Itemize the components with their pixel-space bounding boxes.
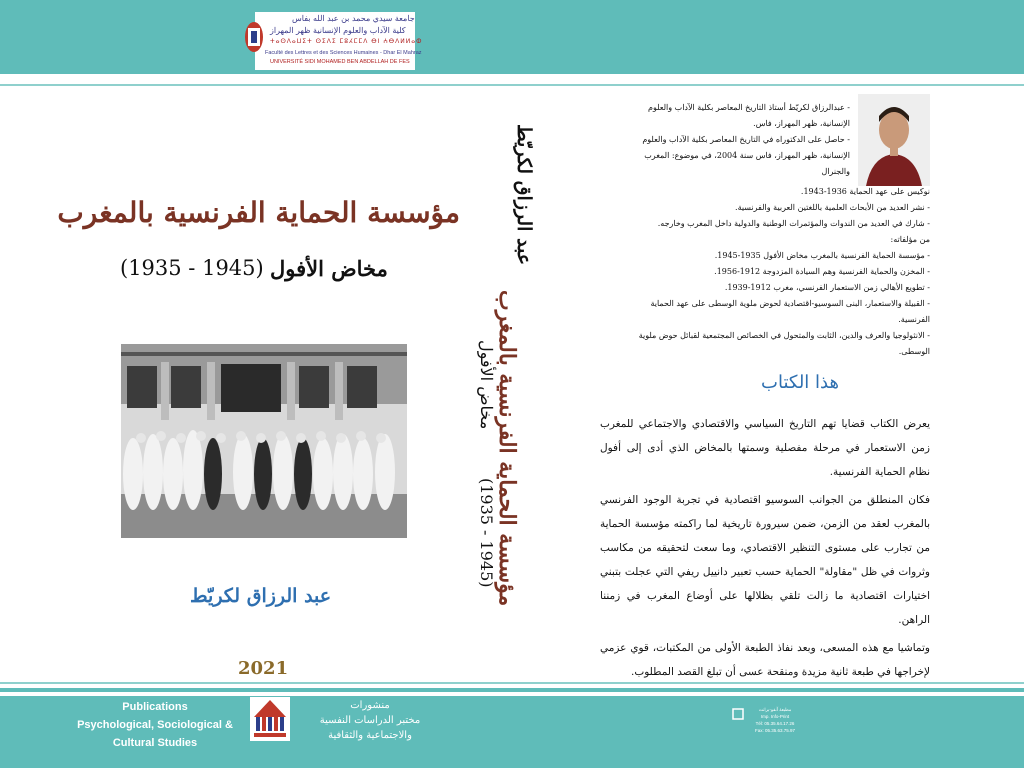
bio-line: - شارك في العديد من الندوات والمؤتمرات الوطنية والدولية داخل المغرب وخارجه. [657, 219, 930, 228]
description-paragraph: وتماشيا مع هذه المسعى، وبعد نفاذ الطبعة الأولى من المكتبات، قوي عزمي لإخراجها في طبعة ثانية مزيدة ومنقحة عسى أن تبلغ القصد المطلوب. [600, 642, 930, 678]
bottom-stripe [0, 692, 1024, 696]
top-band [0, 0, 1024, 74]
university-name-fr: UNIVERSITÉ SIDI MOHAMED BEN ABDELLAH DE FES [270, 59, 410, 65]
bio-line: الإنسانية، ظهر المهراز، فاس سنة 2004، في موضوع: المغرب والجنرال [644, 151, 850, 176]
author-name: عبد الرزاق لكريّط [190, 585, 332, 607]
bio-line: - حاصل على الدكتوراه في التاريخ المعاصر بكلية الآداب والعلوم [642, 135, 850, 144]
printer-line: Fax: 05.35.63.75.97 [754, 728, 796, 733]
book-dates: (1935 - 1945) [120, 256, 264, 280]
publication-year: 2021 [238, 658, 289, 679]
description-paragraph: يعرض الكتاب قضايا تهم التاريخ السياسي والاقتصادي والاجتماعي للمغرب زمن الاستعمار في مرحلة مفصلية وسمتها بالمخاض الذي أدى إلى أفول نظام الحماية الفرنسية. [600, 418, 930, 478]
spine-subtitle: مخاض الأفول [477, 340, 496, 430]
bio-line: من مؤلفاته: [890, 235, 930, 244]
about-book-heading: هذا الكتاب [761, 372, 839, 393]
bio-line: - تطويع الأهالي زمن الاستعمار الفرنسي، مغرب 1912-1939. [724, 283, 930, 292]
bio-line: - نشر العديد من الأبحاث العلمية باللغتين العربية والفرنسية. [735, 203, 930, 212]
bio-line: نوكيس على عهد الحماية 1936-1943. [800, 187, 930, 196]
university-emblem-icon [243, 20, 265, 54]
description-paragraph: فكان المنطلق من الجوانب السوسيو اقتصادية في تجربة الوجود الفرنسي بالمغرب لعقد من الزمن، ضمن سيرورة تاريخية لما راكمته مؤسسة الحماية من تجارب على مستوى التنظير الاقتصادي، وما سعت لتحقيقه من مكاسب وثروات في ظل "مقاولة" الحماية حسب تعبير دانييل ريفي التي عجلت بتبني اختيارات اقتصادية ما زالت تلقي بظلالها على أوضاع المغرب في زمننا الراهن. [600, 494, 930, 626]
top-stripe-thin [0, 84, 1024, 86]
spine-author: عبد الرزاق لكريّط [513, 124, 535, 266]
book-subtitle: مخاض الأفول [270, 256, 388, 281]
university-name-tifinagh: ⵜⴰⵙⴷⴰⵡⵉⵜ ⵙⵉⴷⵉ ⵎⵓⵃⵎⵎⴷ ⴱⵏ ⵄⴱⴷⵍⵍⴰⵀ [270, 38, 423, 45]
book-title: مؤسسة الحماية الفرنسية بالمغرب [57, 196, 460, 229]
faculty-name-fr: Faculté des Lettres et des Sciences Humaines - Dhar El Mahraz [265, 50, 422, 56]
bio-line: - القبيلة والاستعمار، البنى السوسيو-اقتصادية لحوض ملوية الوسطى على عهد الحماية الفرنسية. [650, 299, 930, 324]
bio-line: - المخزن والحماية الفرنسية وهم السيادة المزدوجة 1912-1956. [714, 267, 930, 276]
historical-group-photo [121, 344, 407, 538]
university-name-ar: جامعة سيدي محمد بن عبد الله بفاس [292, 14, 415, 23]
publisher-name-ar [300, 698, 440, 743]
publisher-line: والاجتماعية والثقافية [328, 730, 412, 741]
publisher-line: مختبر الدراسات النفسية [319, 715, 421, 726]
bio-line: - الانثولوجيا والعرف والدين، الثابت والمتحول في الخصائص المجتمعية لقبائل حوض ملوية الوسطى. [638, 331, 930, 356]
publisher-line: منشورات [350, 700, 390, 711]
publisher-name-en [60, 698, 250, 752]
top-stripe [0, 78, 1024, 82]
bio-line: - مؤسسة الحماية الفرنسية بالمغرب مخاض الأفول 1935-1945. [714, 251, 930, 260]
faculty-name-ar: كلية الآداب والعلوم الإنسانية ظهر المهراز [270, 26, 406, 35]
publisher-line: Publications [122, 701, 188, 713]
spine-dates: (1935 - 1945) [477, 478, 496, 588]
publisher-line: Psychological, Sociological & [77, 719, 233, 731]
spine-title: مؤسسة الحماية الفرنسية بالمغرب [494, 290, 520, 607]
book-description [600, 412, 930, 688]
author-bio [618, 100, 850, 180]
publisher-line: Cultural Studies [112, 737, 198, 749]
printer-info [745, 706, 805, 734]
author-bio-continued [618, 184, 930, 360]
publisher-logo-icon [250, 697, 290, 741]
printer-logo-icon [732, 707, 744, 721]
bio-line: الإنسانية، ظهر المهراز، فاس. [753, 119, 850, 128]
author-portrait [858, 94, 930, 186]
printer-line: Tél: 05.35.64.17.26 [755, 721, 795, 726]
printer-line: Imp. Info-Print [760, 714, 790, 719]
bio-line: - عبدالرزاق لكريّط أستاذ التاريخ المعاصر بكلية الآداب والعلوم [648, 103, 850, 112]
printer-line: مطبعة آنفو-برانت [758, 707, 792, 712]
